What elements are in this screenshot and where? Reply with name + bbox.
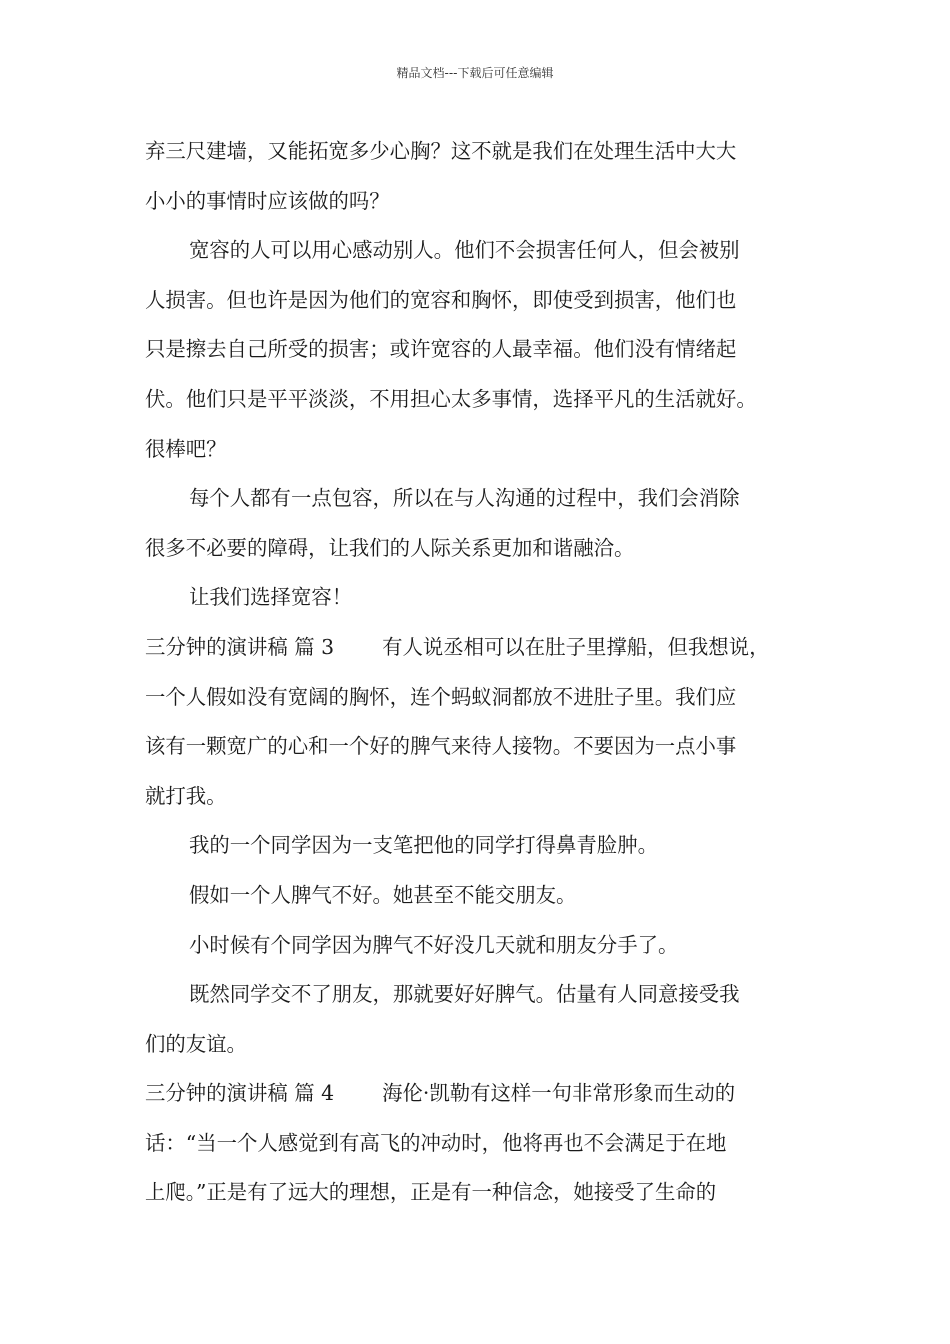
text-line: 就打我。 <box>145 783 227 808</box>
section-text: 海伦·凯勒有这样一句非常形象而生动的 <box>382 1081 736 1106</box>
page-header: 精品文档---下载后可任意编辑 <box>396 66 554 80</box>
text-line: 很多不必要的障碍，让我们的人际关系更加和谐融洽。 <box>145 535 635 560</box>
paragraph-start: 让我们选择宽容！ <box>189 585 353 610</box>
text-line: 很棒吧？ <box>145 436 227 461</box>
section-line <box>145 1073 825 1123</box>
text-line: 们的友谊。 <box>145 1031 247 1056</box>
paragraph-start: 每个人都有一点包容，所以在与人沟通的过程中，我们会消除 <box>189 486 740 511</box>
text-line: 上爬。”正是有了远大的理想，正是有一种信念，她接受了生命的 <box>145 1180 717 1205</box>
section-heading: 三分钟的演讲稿 篇 3 <box>145 634 335 659</box>
section-text: 有人说丞相可以在肚子里撑船，但我想说， <box>382 634 770 659</box>
paragraph-start: 我的一个同学因为一支笔把他的同学打得鼻青脸肿。 <box>189 833 658 858</box>
text-line: 只是擦去自己所受的损害；或许宽容的人最幸福。他们没有情绪起 <box>145 337 737 362</box>
document-body <box>145 131 825 1222</box>
text-line: 话：“当一个人感觉到有高飞的冲动时，他将再也不会满足于在地 <box>145 1130 727 1155</box>
text-line: 一个人假如没有宽阔的胸怀，连个蚂蚁洞都放不进肚子里。我们应 <box>145 684 737 709</box>
paragraph-start: 宽容的人可以用心感动别人。他们不会损害任何人，但会被别 <box>189 238 740 263</box>
paragraph-start: 小时候有个同学因为脾气不好没几天就和朋友分手了。 <box>189 932 679 957</box>
section-heading: 三分钟的演讲稿 篇 4 <box>145 1081 335 1106</box>
text-line: 人损害。但也许是因为他们的宽容和胸怀，即使受到损害，他们也 <box>145 287 737 312</box>
paragraph-start: 假如一个人脾气不好。她甚至不能交朋友。 <box>189 882 577 907</box>
text-line: 弃三尺建墙，又能拓宽多少心胸？这不就是我们在处理生活中大大 <box>145 139 737 163</box>
text-line: 小小的事情时应该做的吗？ <box>145 188 390 213</box>
paragraph-start: 既然同学交不了朋友，那就要好好脾气。估量有人同意接受我 <box>189 982 740 1007</box>
section-line <box>145 627 825 677</box>
text-line: 该有一颗宽广的心和一个好的脾气来待人接物。不要因为一点小事 <box>145 734 737 759</box>
text-line: 伏。他们只是平平淡淡，不用担心太多事情，选择平凡的生活就好。 <box>145 386 757 411</box>
